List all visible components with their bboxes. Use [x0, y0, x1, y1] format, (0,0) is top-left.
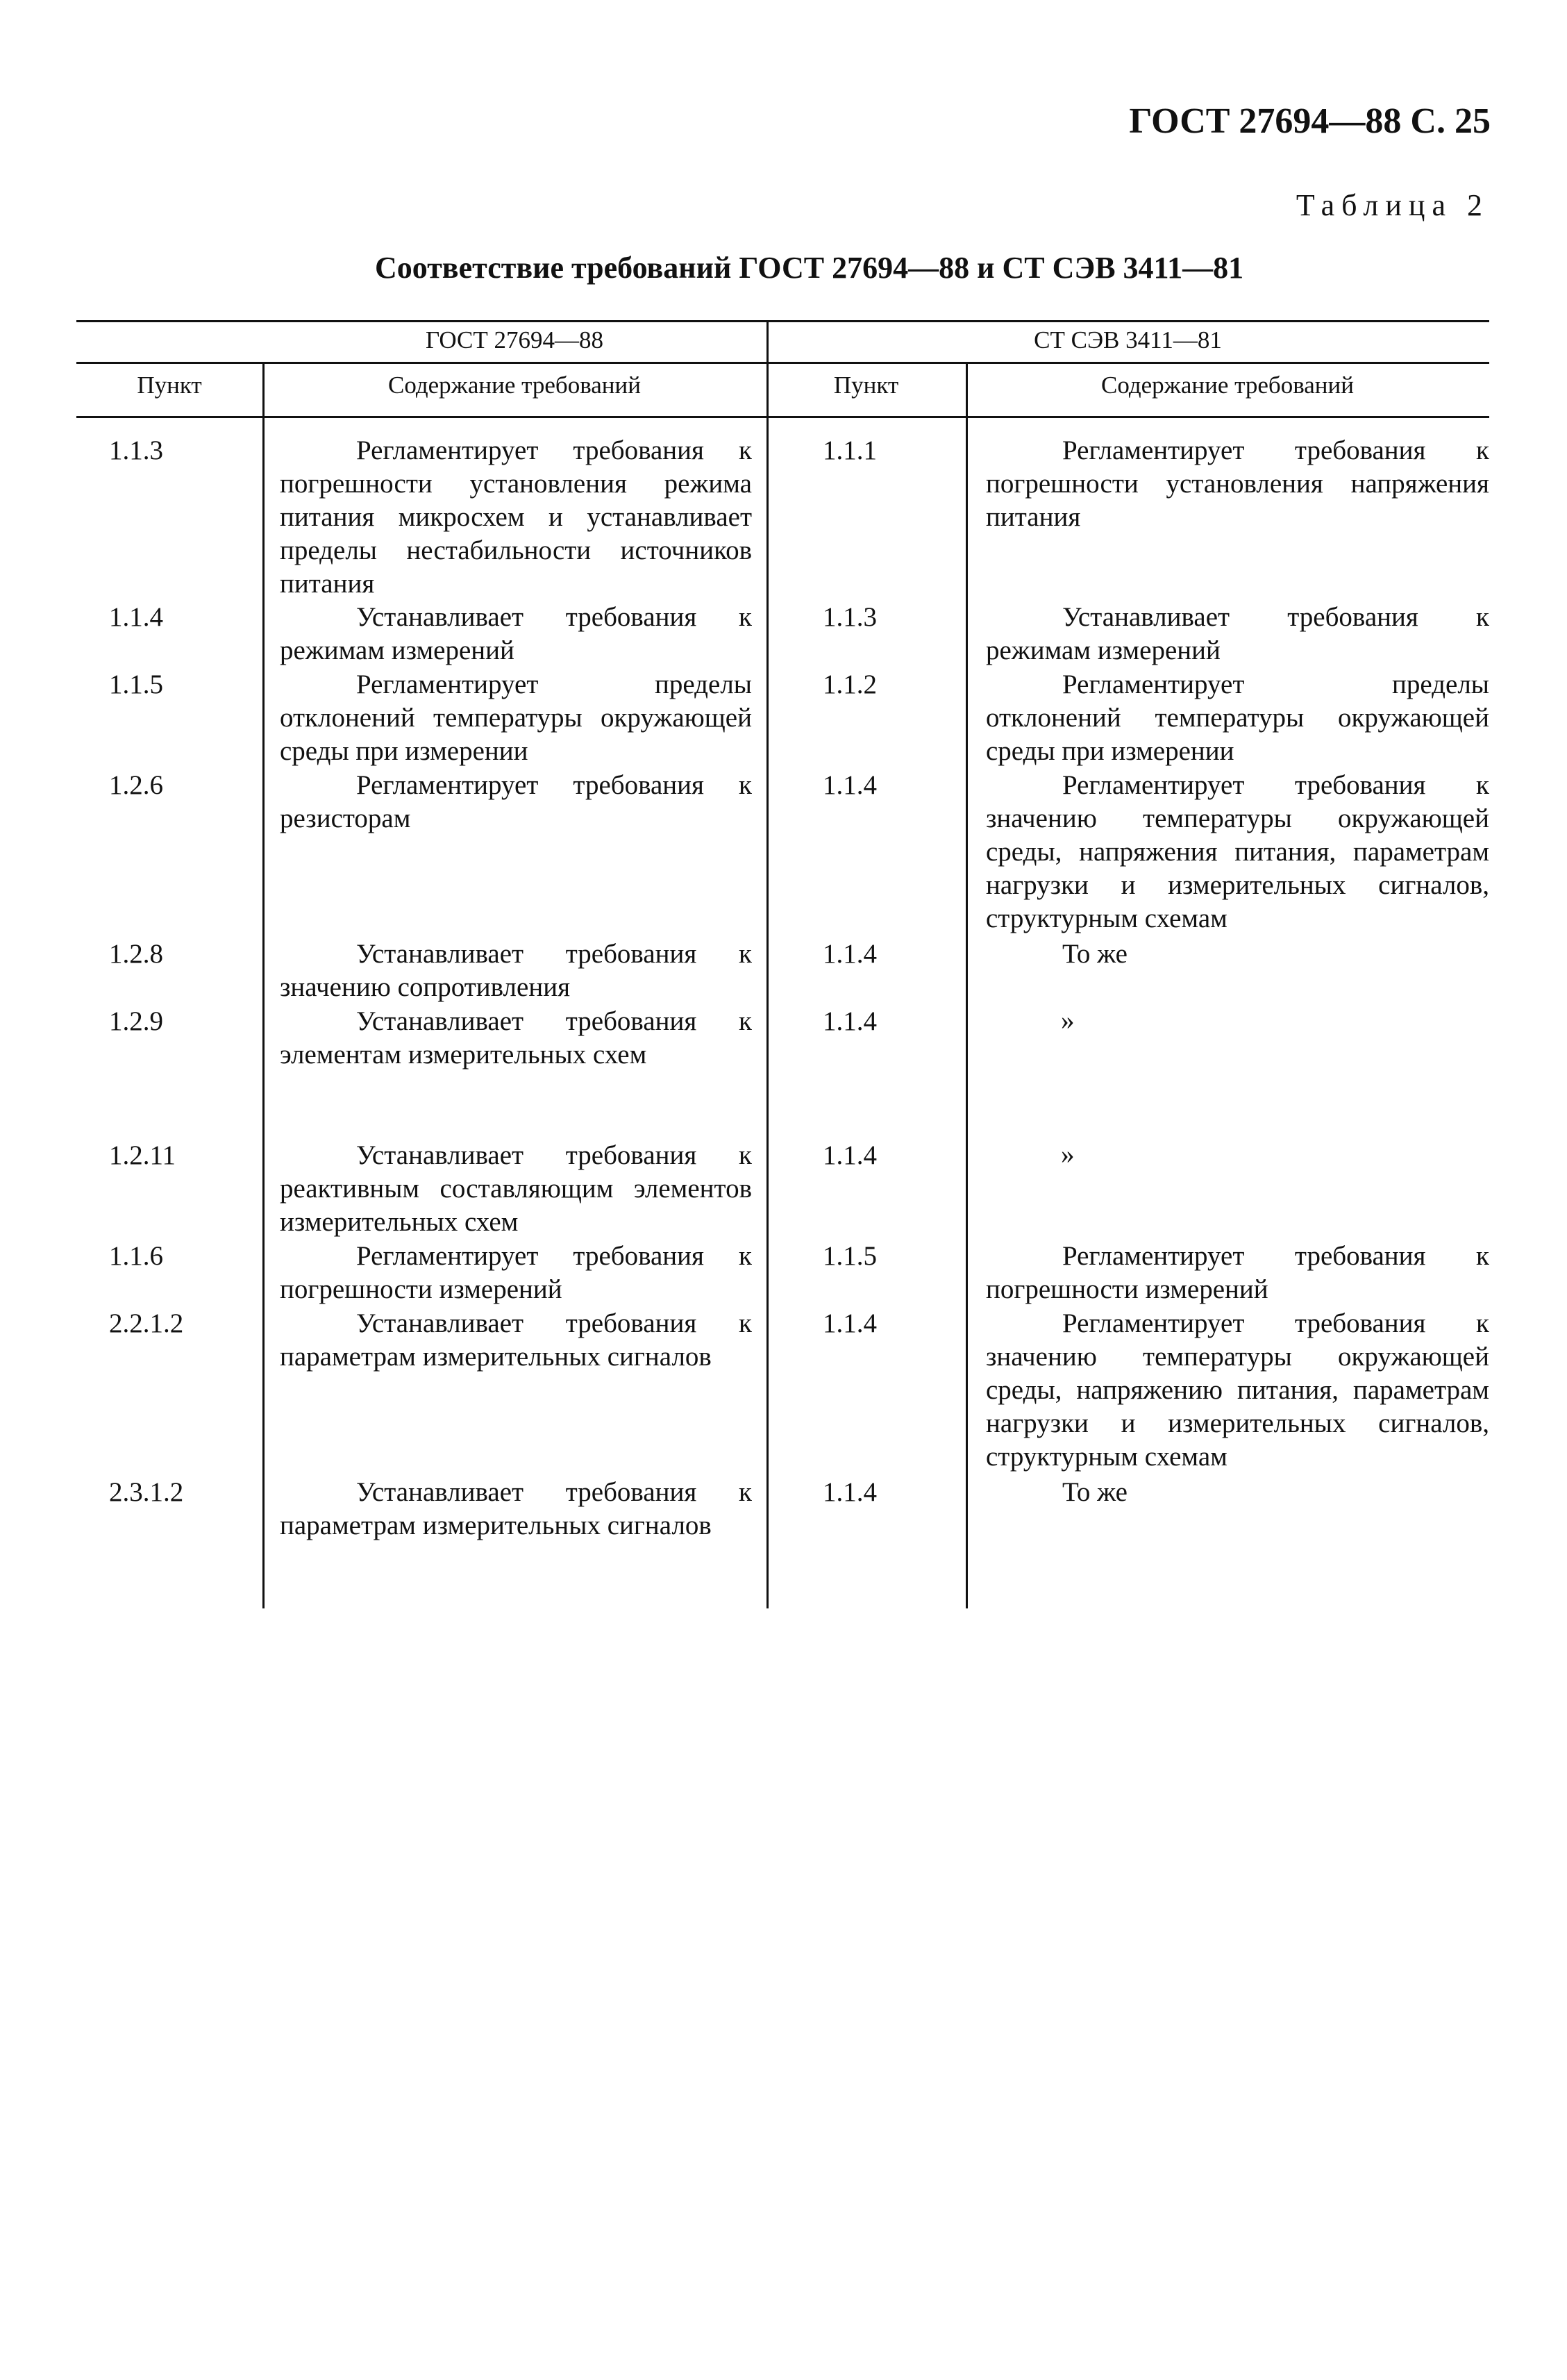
sev-punkt-cell: 1.1.4 — [823, 1006, 877, 1036]
gost-punkt-cell: 1.1.5 — [109, 669, 163, 699]
sev-text-cell — [986, 1307, 1489, 1474]
sev-text-cell — [986, 668, 1489, 768]
gost-punkt-cell: 1.2.11 — [109, 1140, 176, 1170]
sev-punkt-cell: 1.1.4 — [823, 1308, 877, 1338]
sev-text: То же — [1062, 1477, 1128, 1507]
gost-punkt-cell: 1.1.4 — [109, 602, 163, 632]
ditto-mark: » — [1061, 1006, 1075, 1035]
sev-text: То же — [1062, 939, 1128, 969]
gost-punkt-cell: 2.2.1.2 — [109, 1308, 184, 1338]
header-gost-group: ГОСТ 27694—88 — [425, 326, 604, 353]
gost-text-cell — [280, 434, 752, 601]
gost-text-cell — [280, 1139, 752, 1239]
sev-text: Регламентирует требования к значению температуры окружающей среды, напряжения питания, параметрам нагрузки и измерительных сигналов, структурным схемам — [986, 770, 1489, 933]
sev-text-cell — [986, 1240, 1489, 1306]
gost-text: Регламентирует требования к погрешности измерений — [280, 1241, 752, 1304]
sev-text: Регламентирует требования к погрешности измерений — [986, 1241, 1489, 1304]
sev-text-cell — [986, 769, 1489, 935]
gost-text: Устанавливает требования к элементам измерительных схем — [280, 1006, 752, 1070]
gost-text-cell — [280, 1476, 752, 1542]
sev-text: Регламентирует требования к значению температуры окружающей среды, напряжению питания, параметрам нагрузки и измерительных сигналов, структурным схемам — [986, 1308, 1489, 1472]
gost-text: Регламентирует требования к резисторам — [280, 770, 752, 833]
gost-text: Регламентирует требования к погрешности установления режима питания микросхем и устанавливает пределы нестабильности источников питания — [280, 435, 752, 599]
gost-punkt-cell: 1.1.3 — [109, 435, 163, 465]
gost-text-cell — [280, 668, 752, 768]
table-label: Таблица 2 — [1296, 188, 1489, 222]
sev-text: Регламентирует требования к погрешности установления напряжения питания — [986, 435, 1489, 532]
column-divider-3 — [966, 362, 968, 1608]
sev-punkt-cell: 1.1.2 — [823, 669, 877, 699]
header-sev-content: Содержание требований — [1101, 372, 1354, 399]
sev-punkt-cell: 1.1.3 — [823, 602, 877, 632]
table-title: Соответствие требований ГОСТ 27694—88 и СТ СЭВ 3411—81 — [375, 251, 1244, 285]
column-header-rule — [76, 416, 1489, 418]
gost-text-cell — [280, 601, 752, 667]
sev-punkt-cell: 1.1.1 — [823, 435, 877, 465]
sev-text-cell — [986, 1476, 1489, 1509]
sev-text-cell — [986, 938, 1489, 971]
gost-punkt-cell: 1.2.6 — [109, 770, 163, 800]
gost-text: Регламентирует пределы отклонений температуры окружающей среды при измерении — [280, 669, 752, 766]
gost-text-cell — [280, 1307, 752, 1374]
gost-punkt-cell: 2.3.1.2 — [109, 1477, 184, 1507]
sev-punkt-cell: 1.1.4 — [823, 939, 877, 969]
ditto-mark: » — [1061, 1140, 1075, 1170]
sev-text: Регламентирует пределы отклонений температуры окружающей среды при измерении — [986, 669, 1489, 766]
sev-punkt-cell: 1.1.4 — [823, 1140, 877, 1170]
sev-punkt-cell: 1.1.4 — [823, 770, 877, 800]
gost-text: Устанавливает требования к режимам измерений — [280, 602, 752, 665]
gost-text: Устанавливает требования к значению сопротивления — [280, 939, 752, 1002]
gost-punkt-cell: 1.2.8 — [109, 939, 163, 969]
header-sev-punkt: Пункт — [833, 372, 899, 399]
group-divider — [766, 320, 769, 1608]
gost-text: Устанавливает требования к реактивным составляющим элементов измерительных схем — [280, 1140, 752, 1237]
gost-text: Устанавливает требования к параметрам измерительных сигналов — [280, 1477, 752, 1540]
gost-punkt-cell: 1.2.9 — [109, 1006, 163, 1036]
sev-text-cell — [986, 434, 1489, 534]
table-top-rule — [76, 320, 1489, 322]
group-header-rule — [76, 362, 1489, 364]
sev-punkt-cell: 1.1.5 — [823, 1241, 877, 1271]
gost-text-cell — [280, 769, 752, 835]
page-header: ГОСТ 27694—88 С. 25 — [1129, 101, 1491, 141]
header-sev-group: СТ СЭВ 3411—81 — [1034, 326, 1222, 353]
gost-text-cell — [280, 1240, 752, 1306]
sev-text: Устанавливает требования к режимам измерений — [986, 602, 1489, 665]
sev-text-cell — [986, 601, 1489, 667]
header-gost-content: Содержание требований — [388, 372, 641, 399]
gost-text-cell — [280, 1005, 752, 1072]
gost-text: Устанавливает требования к параметрам измерительных сигналов — [280, 1308, 752, 1372]
header-gost-punkt: Пункт — [137, 372, 202, 399]
sev-punkt-cell: 1.1.4 — [823, 1477, 877, 1507]
column-divider-1 — [262, 362, 265, 1608]
gost-punkt-cell: 1.1.6 — [109, 1241, 163, 1271]
gost-text-cell — [280, 938, 752, 1004]
